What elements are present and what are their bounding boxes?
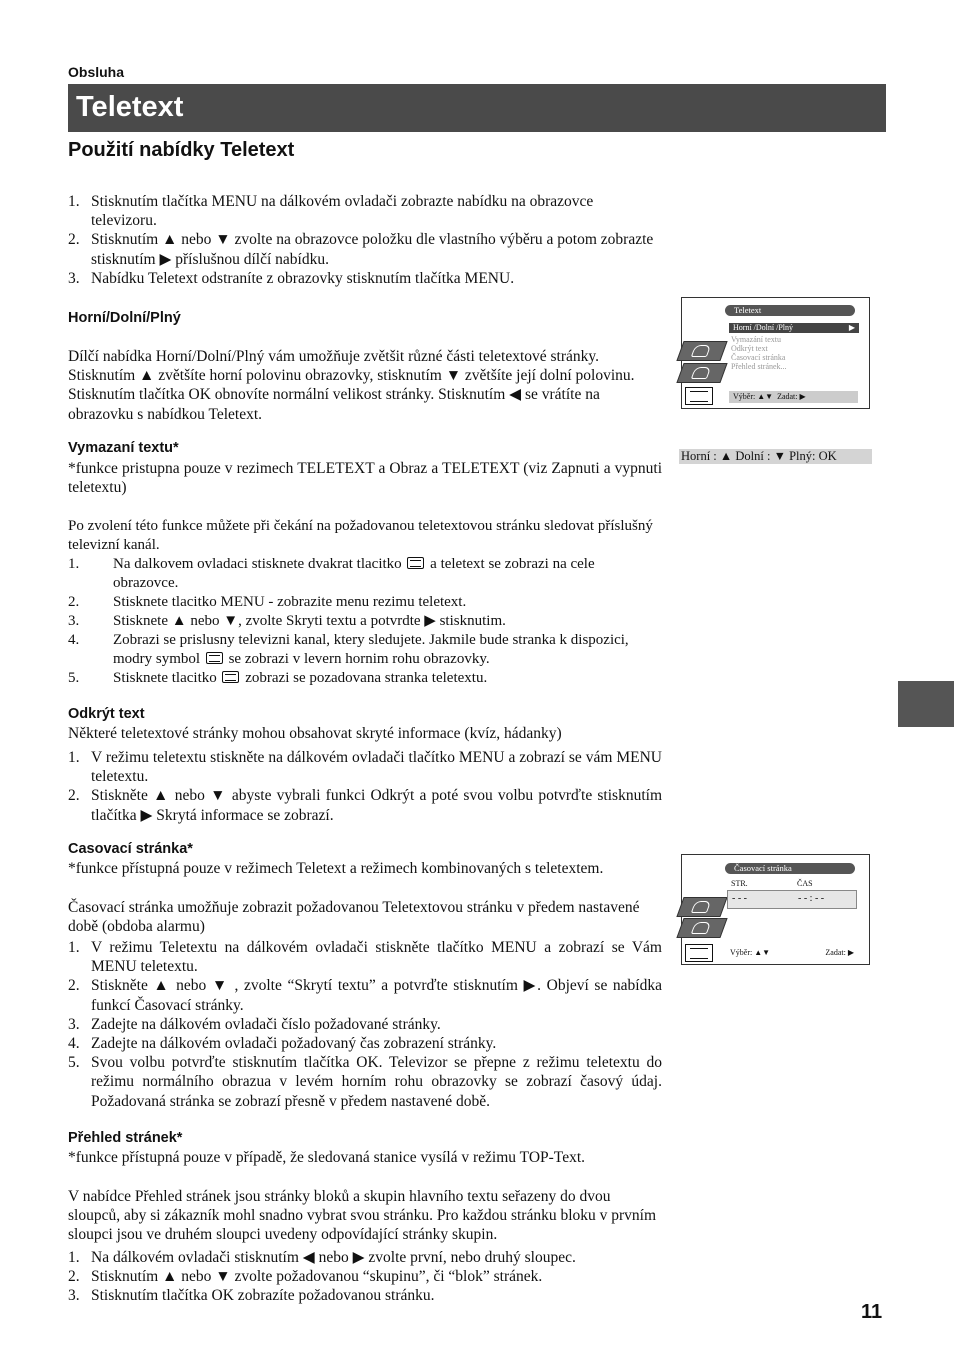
- heading-horni: Horní/Dolní/Plný: [68, 310, 181, 326]
- heading-prehled: Přehled stránek*: [68, 1130, 183, 1146]
- teletext-icon: [206, 652, 223, 664]
- odkryt-para: Některé teletextové stránky mohou obsahovat skryté informace (kvíz, hádanky): [68, 725, 562, 742]
- list-item: 1. V režimu teletextu stiskněte na dálkovém ovladači tlačítko MENU a zobrazí se vám MENU teletextu.: [68, 749, 662, 786]
- menu-footer: Výběr: ▲▼ Zadat: ▶: [730, 948, 854, 957]
- teletext-icon: [407, 557, 424, 569]
- list-item: 4. Zobrazi se prislusny televizni kanal, ktery sledujete. Jakmile bude stranka k dispozici, modry symbol se zobrazi v levern hornim rohu obrazovky.: [68, 632, 629, 667]
- page-number-field[interactable]: - - -: [732, 893, 747, 904]
- menu-item-casovaci[interactable]: Časovací stránka: [731, 353, 786, 362]
- horni-text: Dílčí nabídka Horní/Dolní/Plný vám umožňuje zvětšit různé části teletextové stránky. Stisknutím ▲ zvětšíte horní polovinu obrazovky, stisknutím ▼ zvětšíte její dolní polovinu. Stisknutím tlačítka OK obnovíte normální velikost stránky. Stisknutím ◀ se vrátíte na obrazovku s nabídkou Teletext.: [68, 348, 635, 423]
- teletext-menu-screen: [676, 297, 870, 409]
- casovaci-note: *funkce přístupná pouze v režimech Teletext a režimech kombinovaných s teletextem.: [68, 860, 604, 877]
- prehled-note: *funkce přístupná pouze v případě, že sledovaná stanice vysílá v režimu TOP-Text.: [68, 1149, 586, 1166]
- list-item: 5. Stisknete tlacitko zobrazi se pozadovana stranka teletextu.: [68, 670, 488, 686]
- teletext-icon: [222, 671, 239, 683]
- teletext-icon: [685, 387, 713, 405]
- timer-page-screen: [676, 854, 870, 966]
- list-item: 1. Na dalkovem ovladaci stisknete dvakrat tlacitko a teletext se zobrazi na cele obrazovce.: [68, 556, 595, 591]
- heading-vymazani: Vymazaní textu*: [68, 440, 179, 456]
- teletext-icon: [685, 944, 713, 962]
- picture-icon: [676, 341, 727, 361]
- subtitle: Použití nabídky Teletext: [68, 139, 295, 161]
- intro-steps: [68, 192, 662, 288]
- list-item: 2. Stiskněte ▲ nebo ▼ abyste vybrali funkci Odkrýt a poté svou volbu potvrďte stisknutím tlačítka ▶ Skrytá informace se zobrazí.: [68, 787, 662, 824]
- casovaci-steps: [68, 938, 662, 1111]
- odkryt-steps: [68, 748, 662, 825]
- vymazani-steps: [68, 555, 662, 688]
- list-item: 2. Stiskněte ▲ nebo ▼ , zvolte “Skrytí textu” a potvrďte stisknutím ▶. Objeví se nabídka funkcí Časovací stránky.: [68, 977, 662, 1014]
- casovaci-para: Časovací stránka umožňuje zobrazit požadovanou Teletextovou stránku v předem nastavené době (obdoba alarmu): [68, 899, 640, 936]
- list-item: 2. Stisknutím ▲ nebo ▼ zvolte požadovanou “skupinu”, či “blok” stránek.: [68, 1268, 543, 1286]
- menu-item-vymazani[interactable]: Vymazání textu: [731, 335, 781, 344]
- vymazani-para: Po zvolení této funkce můžete při čekání na požadovanou teletextovou stránku sledovat příslušný televizní kanál.: [68, 518, 653, 553]
- list-item: 3. Zadejte na dálkovém ovladači číslo požadované stránky.: [68, 1015, 441, 1033]
- page-title: Teletext: [76, 91, 184, 123]
- sound-icon: [676, 363, 727, 383]
- sound-icon: [676, 918, 727, 938]
- col-str-label: STR.: [731, 879, 748, 888]
- list-item: 2. Stisknete tlacitko MENU - zobrazite menu rezimu teletext.: [68, 594, 467, 610]
- menu-item-prehled[interactable]: Přehled stránek...: [731, 362, 787, 371]
- heading-casovaci: Casovací stránka*: [68, 841, 193, 857]
- vymazani-note: *funkce pristupna pouze v rezimech TELETEXT a Obraz a TELETEXT (viz Zapnuti a vypnuti teletextu): [68, 460, 662, 497]
- menu-title: Teletext: [725, 305, 855, 316]
- list-item: 3. Stisknutím tlačítka OK zobrazíte požadovanou stránku.: [68, 1287, 435, 1305]
- timer-input-row[interactable]: [727, 890, 857, 909]
- prehled-steps: [68, 1248, 662, 1306]
- menu-item-horni[interactable]: Horní /Dolní /Plný ▶: [729, 323, 859, 333]
- menu-item-odkryt[interactable]: Odkrýt text: [731, 344, 768, 353]
- section-label: Obsluha: [68, 64, 125, 80]
- list-item: 1. Na dálkovém ovladači stisknutím ◀ nebo ▶ zvolte první, nebo druhý sloupec.: [68, 1249, 576, 1266]
- menu-footer: Výběr: ▲▼ Zadat: ▶: [729, 391, 858, 403]
- hint-bar: Horní : ▲ Dolní : ▼ Plný: OK: [679, 449, 872, 464]
- list-item: 3. Stisknete ▲ nebo ▼, zvolte Skryti textu a potvrdte ▶ stisknutim.: [68, 613, 506, 629]
- list-item: 1. Stisknutím tlačítka MENU na dálkovém ovladači zobrazte nabídku na obrazovce televizoru.: [68, 193, 594, 230]
- list-item: 5. Svou volbu potvrďte stisknutím tlačítka OK. Televizor se přepne z režimu teletextu do režimu normálního obrazua v levém horním rohu obrazovky se zobrazí časový údaj. Požadovaná stránka se zobrazí přesně v předem nastavené době.: [68, 1054, 662, 1110]
- arrow-right-icon: ▶: [848, 323, 855, 332]
- list-item: 4. Zadejte na dálkovém ovladači požadovaný čas zobrazení stránky.: [68, 1035, 497, 1053]
- title-bar: [68, 84, 886, 132]
- chapter-tab: [898, 681, 954, 727]
- time-field[interactable]: - - : - -: [798, 893, 825, 904]
- col-cas-label: ČAS: [797, 879, 813, 888]
- menu-title: Časovací stránka: [725, 863, 855, 874]
- list-item: 1. V režimu Teletextu na dálkovém ovladači stiskněte tlačítko MENU a zobrazí se Vám MENU teletextu.: [68, 939, 662, 976]
- list-item: 2. Stisknutím ▲ nebo ▼ zvolte na obrazovce položku dle vlastního výběru a potom zobrazte stisknutím ▶ příslušnou dílčí nabídku.: [68, 231, 654, 268]
- list-item: 3. Nabídku Teletext odstraníte z obrazovky stisknutím tlačítka MENU.: [68, 269, 515, 287]
- heading-odkryt: Odkrýt text: [68, 706, 145, 722]
- page-number: 11: [861, 1301, 883, 1323]
- picture-icon: [676, 897, 727, 917]
- prehled-para: V nabídce Přehled stránek jsou stránky bloků a skupin hlavního textu seřazeny do dvou sloupců, aby si zákazník mohl snadno vybrat svou stránku. Pro každou stránku bloku v prvním sloupci jsou ve druhém sloupci uvedeny odpovídající stránky skupin.: [68, 1188, 657, 1244]
